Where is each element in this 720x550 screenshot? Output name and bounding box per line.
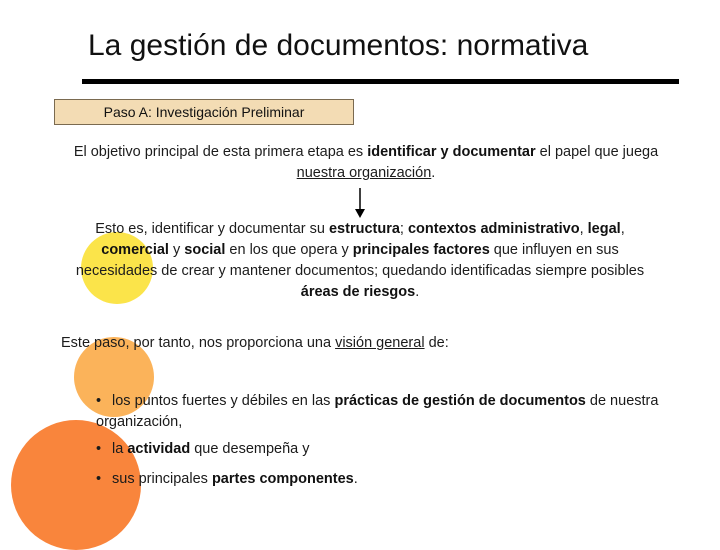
detail-text: que influyen en sus necesidades de crear y mantener documentos; quedando identificadas siempre posibles — [75, 242, 645, 279]
bullet-dot: • — [96, 471, 102, 487]
detail-text: ; — [399, 221, 408, 237]
overview-paragraph — [61, 333, 681, 354]
intro-text: . — [431, 165, 436, 181]
detail-text: y — [168, 242, 185, 258]
bullet-dot: • — [96, 393, 102, 409]
detail-paragraph — [60, 219, 660, 303]
detail-text: en los que opera y — [225, 242, 353, 258]
slide-title: La gestión de documentos: normativa — [88, 29, 589, 62]
intro-emphasis: identificar y documentar — [367, 144, 536, 160]
overview-text: de: — [424, 335, 449, 351]
detail-emphasis: legal — [587, 221, 621, 237]
detail-text: Esto es, identificar y documentar su — [95, 221, 329, 237]
detail-text: , — [620, 221, 625, 237]
list-item-emphasis: partes componentes — [211, 471, 354, 487]
down-arrow-icon — [353, 188, 367, 218]
detail-emphasis: principales factores — [352, 242, 490, 258]
step-label-box — [54, 99, 354, 125]
overview-underlined: visión general — [335, 335, 425, 351]
detail-emphasis: áreas de riesgos — [300, 284, 416, 300]
list-item-text: . — [353, 471, 358, 487]
intro-paragraph — [56, 142, 676, 184]
list-item-emphasis: prácticas de gestión de documentos — [334, 393, 586, 409]
detail-text: , — [579, 221, 588, 237]
list-item-emphasis: actividad — [127, 441, 191, 457]
detail-emphasis: comercial — [101, 242, 169, 258]
detail-text: . — [415, 284, 420, 300]
detail-emphasis: estructura — [328, 221, 400, 237]
list-item-text: sus principales — [112, 471, 212, 487]
list-item-text: los puntos fuertes y débiles en las — [112, 393, 335, 409]
overview-text: Este paso, por tanto, nos proporciona una — [61, 335, 336, 351]
list-item — [96, 439, 671, 460]
step-label: Paso A: Investigación Preliminar — [103, 104, 305, 120]
intro-underlined: nuestra organización — [296, 165, 432, 181]
list-item-text: la — [112, 441, 128, 457]
bullet-dot: • — [96, 441, 102, 457]
detail-emphasis: contextos administrativo — [407, 221, 580, 237]
list-item-text: que desempeña y — [190, 441, 310, 457]
list-item-text: de nuestra organización, — [96, 393, 659, 430]
title-divider — [82, 79, 679, 84]
intro-text: El objetivo principal de esta primera etapa es — [73, 144, 368, 160]
list-item — [96, 391, 671, 433]
list-item — [96, 469, 671, 490]
intro-text: el papel que juega — [535, 144, 659, 160]
detail-emphasis: social — [184, 242, 226, 258]
